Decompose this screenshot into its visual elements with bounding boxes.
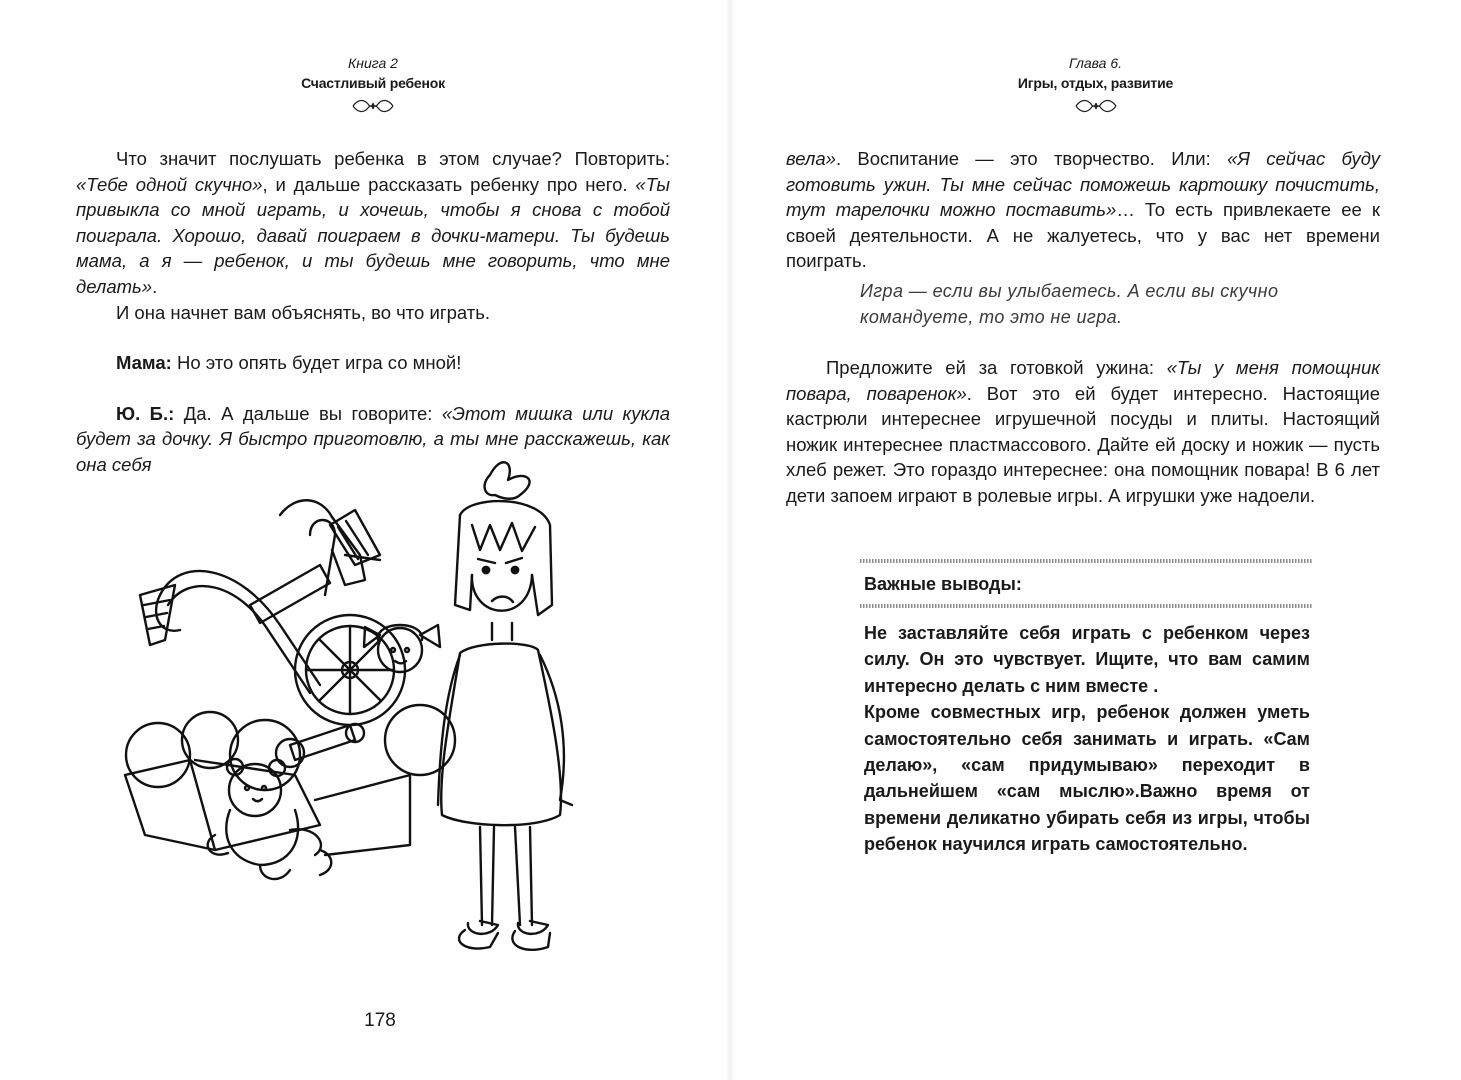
right-header-book: Глава 6. [1068, 55, 1123, 71]
conclusions-title: Важные выводы: [864, 574, 1022, 594]
right-body-text-top [786, 146, 1380, 274]
conclusions-title-rule [860, 604, 1312, 608]
italic-run: «Я сейчас буду готовить ужин. Ты мне сейчас поможешь картошку почистить, тут тарелочки можно поставить» [786, 148, 1380, 221]
text-run: … То есть привлекаете ее к своей деятельности. А не жалуетесь, что у вас нет времени поиграть. [786, 199, 1380, 272]
paragraph [76, 146, 670, 300]
text-run: . Вот это ей будет интересно. Настоящие кастрюли интереснее игрушечной посуды и плиты. Настоящий ножик интереснее пластмассового. Дайте ей доску и ножик — пусть хлеб режет. Это гораздо интереснее: она помощник повара! В 6 лет дети запоем играют в ролевые игры. А игрушки уже надоели. [786, 382, 1380, 506]
right-body-text-middle [786, 355, 1380, 509]
page-number: 178 [364, 1010, 396, 1031]
right-running-header [730, 54, 1461, 114]
header-ornament-icon [1073, 98, 1119, 114]
italic-run: «Тебе одной скучно» [76, 173, 263, 195]
conclusion-paragraph: Не заставляйте себя играть с ребенком через силу. Он это чувствует. Ищите, что вам самим интересно делать с ним вместе . [864, 623, 1310, 696]
text-run: . [152, 275, 158, 297]
italic-run: «Ты у меня помощник повара, поваренок» [786, 357, 1381, 404]
left-body-text [76, 146, 670, 478]
italic-run: «Этот мишка или кукла будет за дочку. Я быстро приготовлю, а ты мне расскажешь, как она себя [76, 402, 670, 475]
left-header-title: Счастливый ребенок [301, 75, 445, 91]
girl-and-toys-illustration [120, 455, 600, 1000]
left-page [0, 0, 730, 1080]
paragraph [786, 355, 1380, 509]
left-running-header [243, 54, 503, 114]
text-run: Что значит послушать ребенка в этом случае? Повторить: [116, 148, 670, 169]
text-run: , и дальше рассказать ребенку про него. [262, 173, 636, 195]
text-run: И она начнет вам объяснять, во что играть. [116, 301, 490, 323]
italic-quote: Игра — если вы улыбаетесь. А если вы скучно командуете, то это не игра. [860, 281, 1279, 327]
dialogue-paragraph [76, 350, 670, 376]
right-page [730, 0, 1461, 1080]
text-run: Да. А дальше вы говорите: [174, 402, 442, 424]
italic-run: «Ты привыкла со мной играть, и хочешь, чтобы я снова с тобой поиграла. Хорошо, давай поиграем в дочки-матери. Ты будешь мама, а я — ребенок, и ты будешь мне говорить, что мне делать» [76, 173, 670, 297]
speaker-label: Ю. Б.: [116, 402, 175, 424]
conclusions-top-rule [860, 559, 1312, 563]
text-run: . Воспитание — это творчество. Или: [835, 148, 1228, 169]
left-header-book: Книга 2 [348, 55, 398, 71]
paragraph [786, 146, 1380, 274]
speaker-label: Мама: [116, 352, 172, 374]
right-header-title: Игры, отдых, развитие [1017, 75, 1174, 91]
text-run: Но это опять будет игра со мной! [171, 352, 462, 374]
text-run: Предложите ей за готовкой ужина: [826, 357, 1167, 378]
conclusion-paragraph: Кроме совместных игр, ребенок должен уметь самостоятельно себя занимать и играть. «Сам делаю», «сам придумываю» переходит в дальнейшем «сам мыслю».Важно время от времени деликатно убирать себя из игры, чтобы ребенок научился играть самостоятельно. [864, 702, 1310, 855]
conclusions-text [864, 620, 1310, 858]
header-ornament-icon [350, 98, 396, 114]
paragraph [76, 300, 670, 326]
italic-run: вела» [786, 148, 836, 169]
